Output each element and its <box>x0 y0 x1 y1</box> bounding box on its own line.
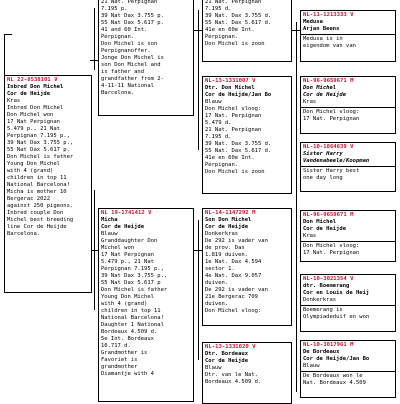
breeder-name: Cor en Louis de Heij <box>303 290 370 296</box>
pigeon-color: Kras <box>7 98 21 104</box>
breeder-name: Cor de Heijde/Jan Bo <box>205 92 272 98</box>
pigeon-name-line: Micha <box>101 217 118 223</box>
pigeon-name <box>301 85 395 99</box>
pigeon-name <box>301 283 395 297</box>
pigeon-name-line: Dtr. Bordeaux <box>205 351 249 357</box>
pigeon-color: Blauw <box>205 99 222 105</box>
pedigree-card-great-grandparent[interactable] <box>300 210 396 262</box>
pigeon-name-line: Dtr. Don Michel <box>205 85 255 91</box>
pigeon-name-line: Son Don Michel <box>205 217 252 223</box>
pigeon-description: Sister Harry best one day long <box>303 168 360 181</box>
divider <box>301 241 395 242</box>
pigeon-name-line: Inbred Don Michel <box>7 84 64 90</box>
pigeon-color: Kras <box>303 99 317 105</box>
connector-line <box>4 34 12 35</box>
pigeon-name-line: dtr. Boemerang <box>303 283 350 289</box>
pigeon-description: De Bordeaux won le Nat. Bordeaux 4.509 <box>303 373 366 386</box>
connector-line <box>198 220 199 360</box>
pigeon-name <box>301 219 395 233</box>
ring-number: NL 19-1741412 V <box>101 210 152 216</box>
pigeon-description: Inbred Don Michel Don Michel won 17 Nat Perpignan 5.479 p., 21 Nat Perpignan 7.195 p., 39 Nat Dax 3.755 p., 55 Nat Dax 5.617 p. Don Michel is father Young Don Michel with 4 (grand) children in top 11 National Barcelona! Micha is mother 10 Bergerac 2022 against 250 pigeons. Inbred couple Don Michel best breeding line Cor de Heijde Barcelona. <box>7 105 74 237</box>
ring-number: NL-10-1864639 V <box>303 144 354 150</box>
pedigree-card-grandparent[interactable] <box>202 76 292 194</box>
pigeon-name-line: Don Michel <box>303 219 337 225</box>
pigeon-name <box>301 19 395 33</box>
breeder-name: Arjan Beens <box>303 26 340 32</box>
pigeon-name <box>203 217 291 231</box>
ring-number: NL-96-9659671 M <box>303 78 354 84</box>
ring-number: NL-10-3021354 V <box>303 276 354 282</box>
pedigree-card-grandparent[interactable] <box>202 0 292 62</box>
breeder-name: Cor de Heijde <box>7 91 51 97</box>
pigeon-description: 21 Nat. Perpignan 7.195 d. 39 Nat. Dax 3.755 d. 55 Nat. Dax 5.617 d. 41e en 60e Int. Perpignan. Don Michel is zoon <box>205 0 272 47</box>
ring-number: NL-13-1331007 V <box>205 78 256 84</box>
pigeon-color: Blauw <box>101 231 118 237</box>
pedigree-card-subject[interactable] <box>4 75 92 293</box>
pigeon-description: Granddaughter Don Michel won 17 Nat Perpignan 5.479 p., 21 Nat Perpignan 7.195 p., 39 Nat Dax 3.755 p., 55 Nat Dax 5.617 p Don Michel is father Young Don Michel with 4 (grand) children in top 11 National Barcelona! Daughter 1 National Bordeaux 4.509 d. 5e Int. Bordeaux 10.717 d. Grandmother is Favoriet is grandmother Diamantje with 4 <box>101 238 168 377</box>
ring-number: NL-14-1147292 M <box>205 210 256 216</box>
pedigree-card-grandparent[interactable] <box>202 208 292 326</box>
divider <box>301 371 395 372</box>
ring-number: NL-10-3017961 M <box>303 342 354 348</box>
pigeon-description: Medusa is in eigendom van van <box>303 36 356 49</box>
pedigree-card-father[interactable] <box>98 0 194 116</box>
pigeon-description: Don Michel vloog: 17 Nat. Perpignan <box>303 243 360 256</box>
breeder-name: Cor de Heijde <box>205 224 249 230</box>
connector-line <box>198 10 199 150</box>
divider <box>301 107 395 108</box>
pigeon-color: Blauw <box>303 363 320 369</box>
pedigree-card-great-grandparent[interactable] <box>300 10 396 62</box>
ring-number: NL-13-1331020 V <box>205 344 256 350</box>
pigeon-name <box>99 217 193 231</box>
pigeon-description: Don Michel vloog: 17 Nat. Perpignan <box>303 109 360 122</box>
connector-line <box>94 190 95 310</box>
pigeon-name-line: Sister Harry <box>303 151 343 157</box>
pigeon-name <box>301 349 395 363</box>
breeder-name: Cor de Heijde <box>303 92 347 98</box>
ring-number: NL 22-8538101 V <box>7 77 58 83</box>
breeder-name: Cor de Heijde <box>101 224 145 230</box>
breeder-name: Cor de Heijde <box>205 358 249 364</box>
breeder-name: Cor de Heijde/Jan Bo <box>303 356 370 362</box>
pigeon-name <box>203 85 291 99</box>
pedigree-card-great-grandparent[interactable] <box>300 340 396 398</box>
pigeon-name <box>5 84 91 98</box>
ring-number: NL-11-1213333 V <box>303 12 354 18</box>
ring-number: NL-96-9659671 M <box>303 212 354 218</box>
pedigree-card-mother[interactable] <box>98 208 194 402</box>
pigeon-name <box>301 151 395 165</box>
pigeon-name <box>203 351 291 365</box>
divider <box>301 305 395 306</box>
breeder-name: Cor de Heijde <box>303 226 347 232</box>
divider <box>301 166 395 167</box>
pigeon-color: Donkerkras <box>205 231 239 237</box>
pigeon-color: Blauw <box>205 365 222 371</box>
connector-line <box>94 8 95 70</box>
pedigree-card-great-grandparent[interactable] <box>300 142 396 192</box>
pedigree-card-great-grandparent[interactable] <box>300 76 396 134</box>
pigeon-color: Kras <box>303 233 317 239</box>
pedigree-card-grandparent[interactable] <box>202 342 292 404</box>
pigeon-description: 21 Nat. Perpignan 7.195 p. 39 Nat Dax 3.755 p. 55 Nat Dax 5.617 p. 41 and 60 Int. Perpignan. Don Michel is son Perpignanoffer. Jonge Don Michel is son Don Michel and is father and grandfather from 2- 4-11-11 National Barcelona. <box>101 0 164 96</box>
pigeon-name-line: Don Michel <box>303 85 337 91</box>
breeder-name: Vandenabeele/Koopman <box>303 158 370 164</box>
pedigree-card-great-grandparent[interactable] <box>300 274 396 332</box>
pigeon-description: Boemerang is Olympiadeduif en won <box>303 307 370 320</box>
pigeon-description: Don Michel vloog: 17 Nat. Perpignan 5.479 d. 21 Nat. Perpignan 7.195 d. 39 Nat. Dax 3.755 d. 55 Nat. Dax 5.617 d. 41e en 60e Int. Perpignan. Don Michel is zoon <box>205 106 272 175</box>
pigeon-description: De 292 is vader van de prov. Dax 1.819 duiven. 1e Nat. Dax 4.594 sector 1. 4e Nat. Dax 9.057 duiven. De 292 is vader van 21e Bergerac 709 duiven. Don Michel vloog: <box>205 238 268 314</box>
connector-line <box>296 22 297 392</box>
pigeon-color: Donkerkras <box>303 297 337 303</box>
divider <box>301 34 395 35</box>
pigeon-name-line: De Bordeaux <box>303 349 340 355</box>
pigeon-name-line: Medusa <box>303 19 323 25</box>
pigeon-description: Dtr. van le Nat. Bordeaux 4.509 d. <box>205 372 262 385</box>
